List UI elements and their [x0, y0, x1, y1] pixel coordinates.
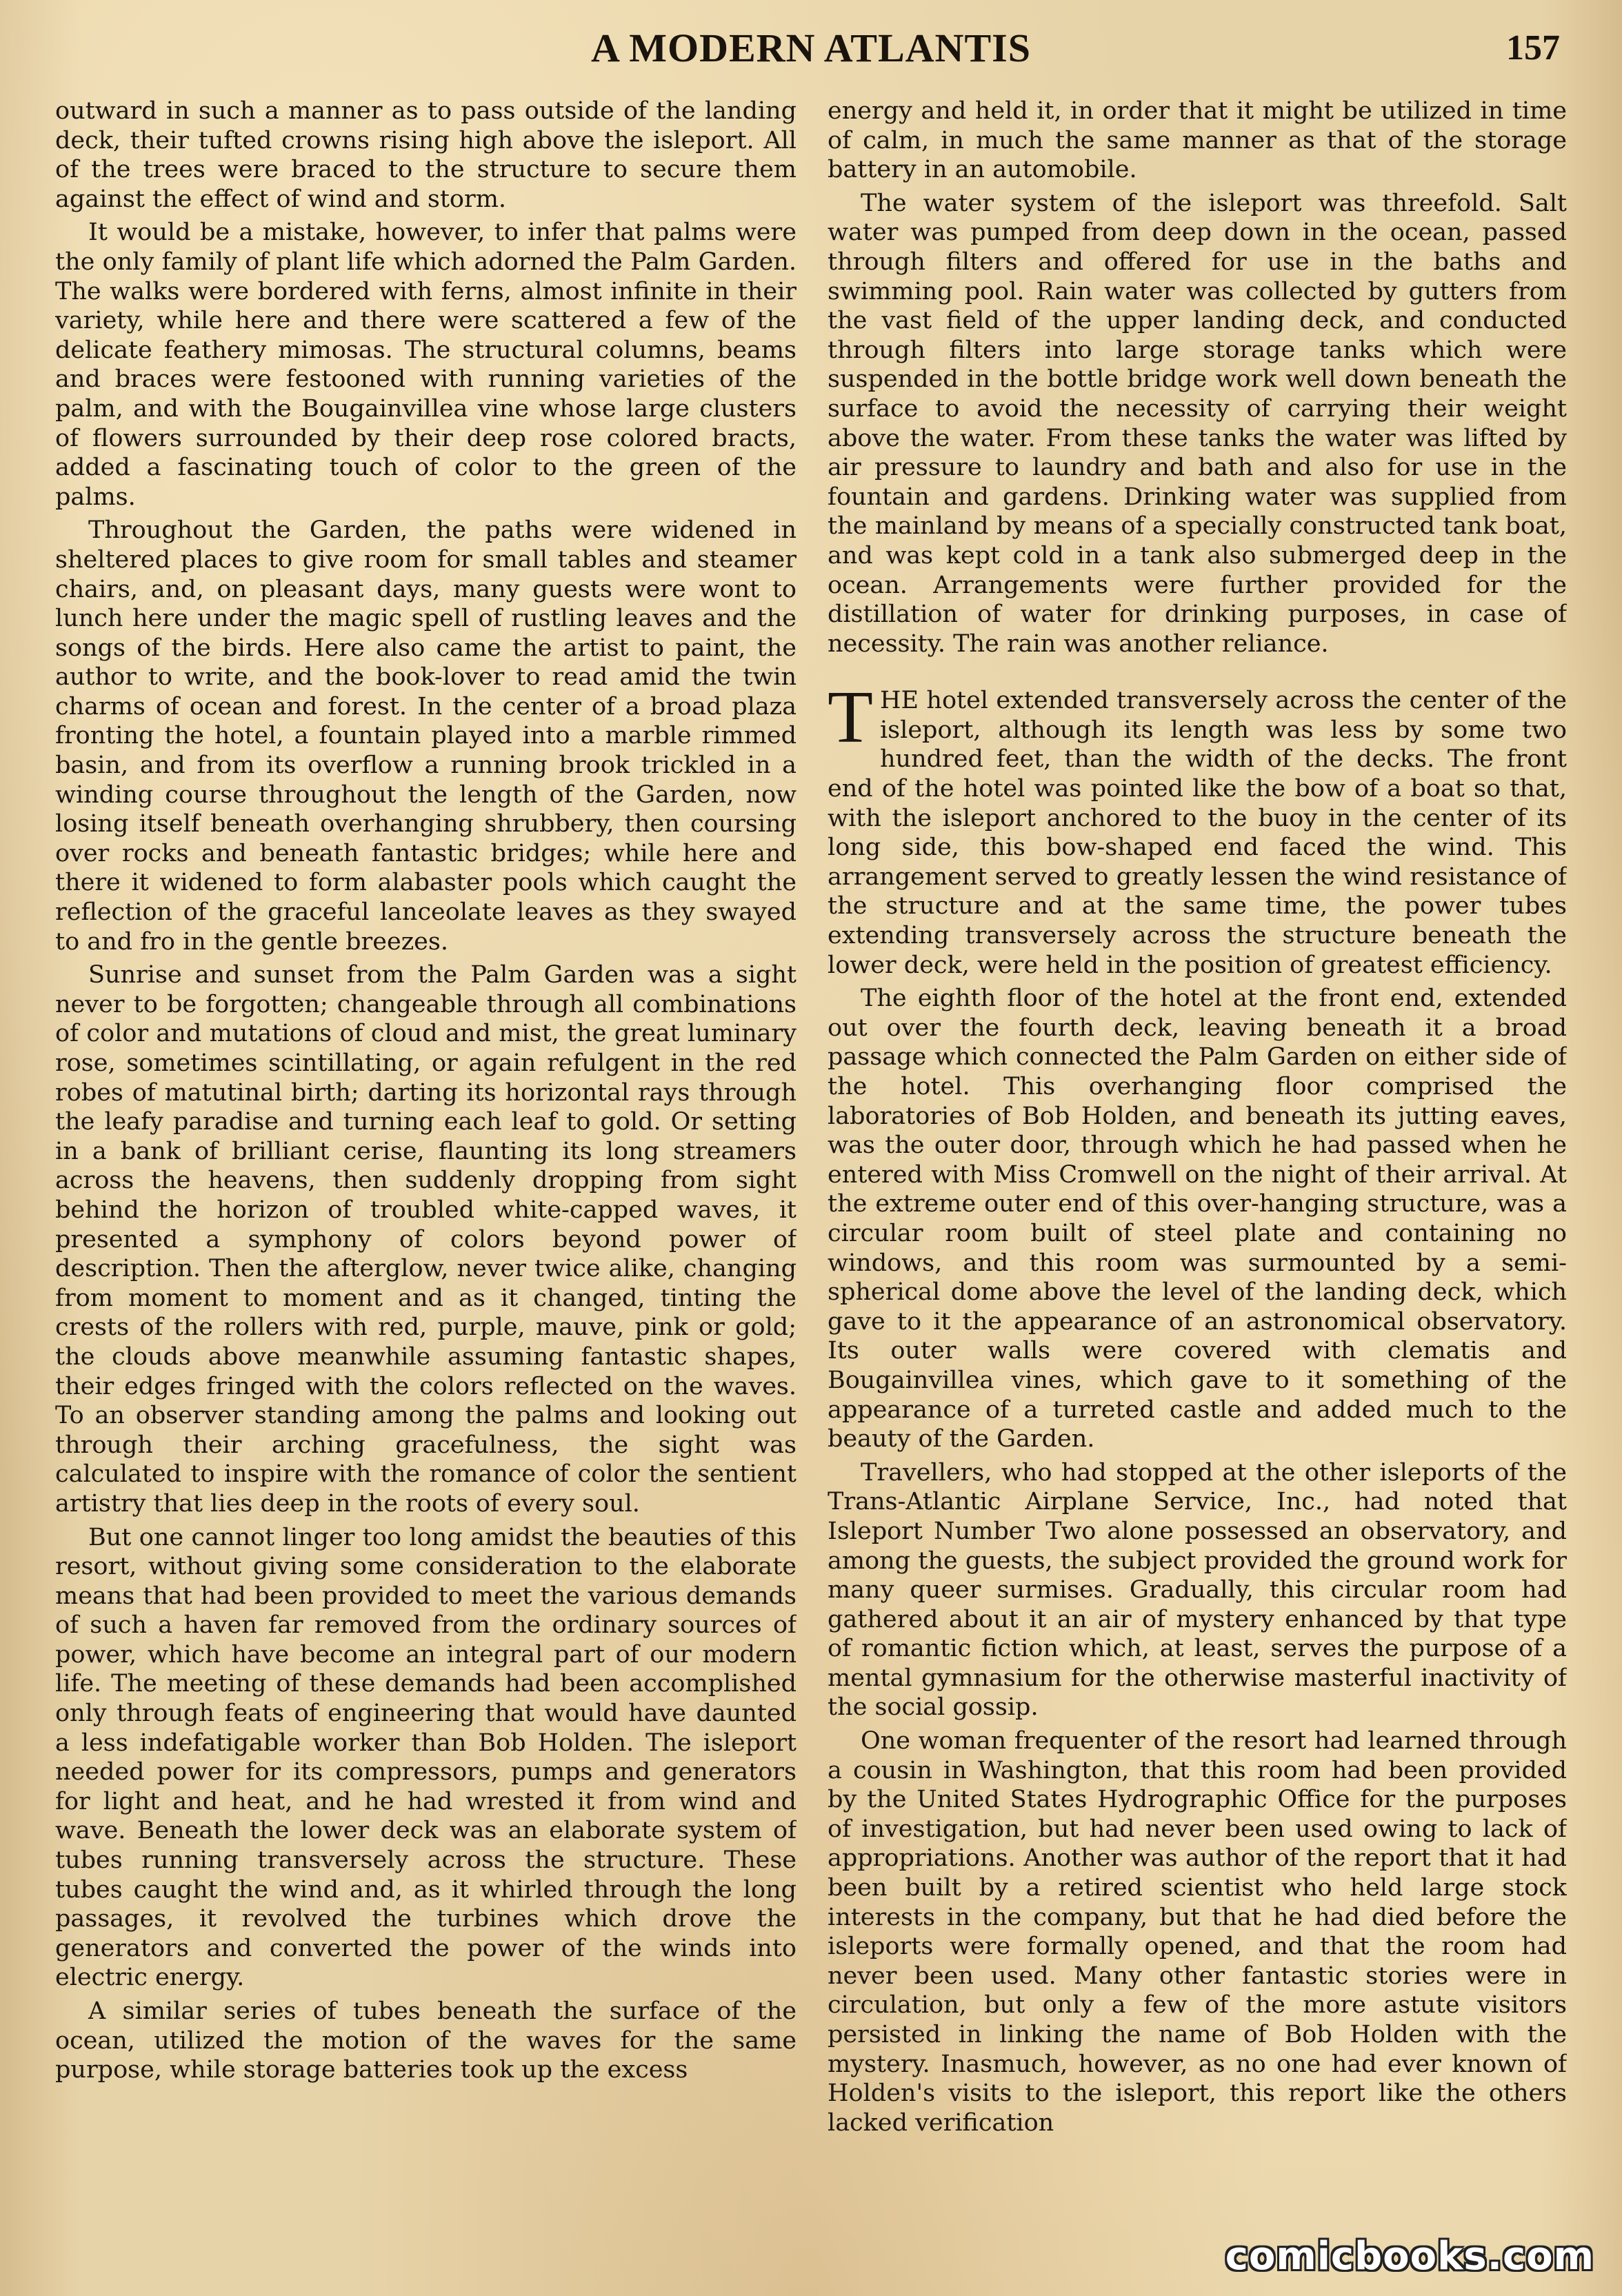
paragraph: The water system of the isleport was threefold. Salt water was pumped from deep down in the ocean, passed through filters and offered for use in the baths and swimming pool. Rain water was collected by gutters from the vast field of the upper landing deck, and conducted through filters into large storage tanks which were suspended in the bottle bridge work well down beneath the surface to avoid the necessity of carrying their weight above the water. From these tanks the water was lifted by air pressure to laundry and bath and also for use in the fountain and gardens. Drinking water was supplied from the mainland by means of a specially constructed tank boat, and was kept cold in a tank also submerged deep in the ocean. Arrangements were further provided for the distillation of water for drinking purposes, in case of necessity. The rain was another reliance.: [828, 189, 1567, 658]
paragraph-text: HE hotel extended transversely across the center of the isleport, although its length was less by some two hundred feet, than the width of the decks. The front end of the hotel was pointed like the bow of a boat so that, with the isleport anchored to the buoy in the center of its long side, this bow-shaped end faced the wind. This arrangement served to greatly lessen the wind resistance of the structure and at the same time, the power tubes extending transversely across the structure beneath the lower deck, were held in the position of greatest efficiency.: [828, 687, 1567, 979]
paragraph: Throughout the Garden, the paths were widened in sheltered places to give room for small tables and steamer chairs, and, on pleasant days, many guests were wont to lunch here under the magic spell of rustling leaves and the songs of the birds. Here also came the artist to paint, the author to write, and the book-lover to read amid the twin charms of ocean and forest. In the center of a broad plaza fronting the hotel, a fountain played into a marble rimmed basin, and from its overflow a running brook trickled in a winding course throughout the length of the Garden, now losing itself beneath overhanging shrubbery, then coursing over rocks and beneath fantastic bridges; while here and there it widened to form alabaster pools which caught the reflection of the graceful lanceolate leaves as they swayed to and fro in the gentle breezes.: [55, 516, 797, 956]
paragraph: It would be a mistake, however, to infer that palms were the only family of plant life which adorned the Palm Garden. The walks were bordered with ferns, almost infinite in their variety, while here and there were scattered a few of the delicate feathery mimosas. The structural columns, beams and braces were festooned with running varieties of the palm, and with the Bougainvillea vine whose large clusters of flowers surrounded by their deep rose colored bracts, added a fascinating touch of color to the green of the palms.: [55, 219, 797, 511]
drop-cap: T: [828, 676, 873, 759]
paragraph: energy and held it, in order that it might be utilized in time of calm, in much the same manner as that of the storage battery in an automobile.: [828, 97, 1567, 184]
right-text-column: [828, 97, 1567, 2262]
paragraph: The eighth floor of the hotel at the front end, extended out over the fourth deck, leaving beneath it a broad passage which connected the Palm Garden on either side of the hotel. This overhanging floor comprised the laboratories of Bob Holden, and beneath its jutting eaves, was the outer door, through which he had passed when he entered with Miss Cromwell on the night of their arrival. At the extreme outer end of this over-hanging structure, was a circular room built of steel plate and containing no windows, and this room was surmounted by a semi-spherical dome above the level of the landing deck, which gave to it the appearance of an astronomical observatory. Its outer walls were covered with clematis and Bougainvillea vines, which gave to it something of the appearance of a turreted castle and added much to the beauty of the Garden.: [828, 985, 1567, 1453]
section-opening-paragraph: [828, 676, 1567, 980]
paragraph: Sunrise and sunset from the Palm Garden was a sight never to be forgotten; changeable through all combinations of color and mutations of cloud and mist, the great luminary rose, sometimes scintillating, or again refulgent in the red robes of matutinal birth; darting its horizontal rays through the leafy paradise and turning each leaf to gold. Or setting in a bank of brilliant cerise, flaunting its long streamers across the heavens, then suddenly dropping from sight behind the horizon of troubled white-capped waves, it presented a symphony of colors beyond power of description. Then the afterglow, never twice alike, changing from moment to moment and as it changed, tinting the crests of the rollers with red, purple, mauve, pink or gold; the clouds above meanwhile assuming fantastic shapes, their edges fringed with the colors reflected on the waves. To an observer standing among the palms and looking out through their arching gracefulness, the sight was calculated to inspire with the romance of color the sentient artistry that lies deep in the roots of every soul.: [55, 961, 797, 1518]
paragraph: outward in such a manner as to pass outside of the landing deck, their tufted crowns rising high above the isleport. All of the trees were braced to the structure to secure them against the effect of wind and storm.: [55, 97, 797, 213]
left-text-column: [55, 97, 797, 2262]
paragraph: Travellers, who had stopped at the other isleports of the Trans-Atlantic Airplane Service, Inc., had noted that Isleport Number Two alone possessed an observatory, and among the guests, the subject provided the ground work for many queer surmises. Gradually, this circular room had gathered about it an air of mystery enhanced by that type of romantic fiction which, at least, serves the purpose of a mental gymnasium for the otherwise masterful inactivity of the social gossip.: [828, 1458, 1567, 1722]
watermark-logo: comicbooks.com: [1225, 2234, 1594, 2279]
paragraph: One woman frequenter of the resort had learned through a cousin in Washington, that this room had been provided by the United States Hydrographic Office for the purposes of investigation, but had never been used owing to lack of appropriations. Another was author of the report that it had been built by a retired scientist who held large stock interests in the company, but that he had died before the isleports were formally opened, and that the room had never been used. Many other fantastic stories were in circulation, but only a few of the more astute visitors persisted in linking the name of Bob Holden with the mystery. Inasmuch, however, as no one had ever known of Holden's visits to the isleport, this report like the others lacked verification: [828, 1727, 1567, 2137]
paragraph: But one cannot linger too long amidst the beauties of this resort, without giving some consideration to the elaborate means that had been provided to meet the various demands of such a haven far removed from the ordinary sources of power, which have become an integral part of our modern life. The meeting of these demands had been accomplished only through feats of engineering that would have daunted a less indefatigable worker than Bob Holden. The isleport needed power for its compressors, pumps and generators for light and heat, and he had wrested it from wind and wave. Beneath the lower deck was an elaborate system of tubes running transversely across the structure. These tubes caught the wind and, as it whirled through the long passages, it revolved the turbines which drove the generators and converted the power of the winds into electric energy.: [55, 1523, 797, 1992]
page-number: 157: [1506, 28, 1560, 68]
running-title: A MODERN ATLANTIS: [591, 26, 1031, 70]
paragraph: A similar series of tubes beneath the surface of the ocean, utilized the motion of the waves for the same purpose, while storage batteries took up the excess: [55, 1997, 797, 2084]
